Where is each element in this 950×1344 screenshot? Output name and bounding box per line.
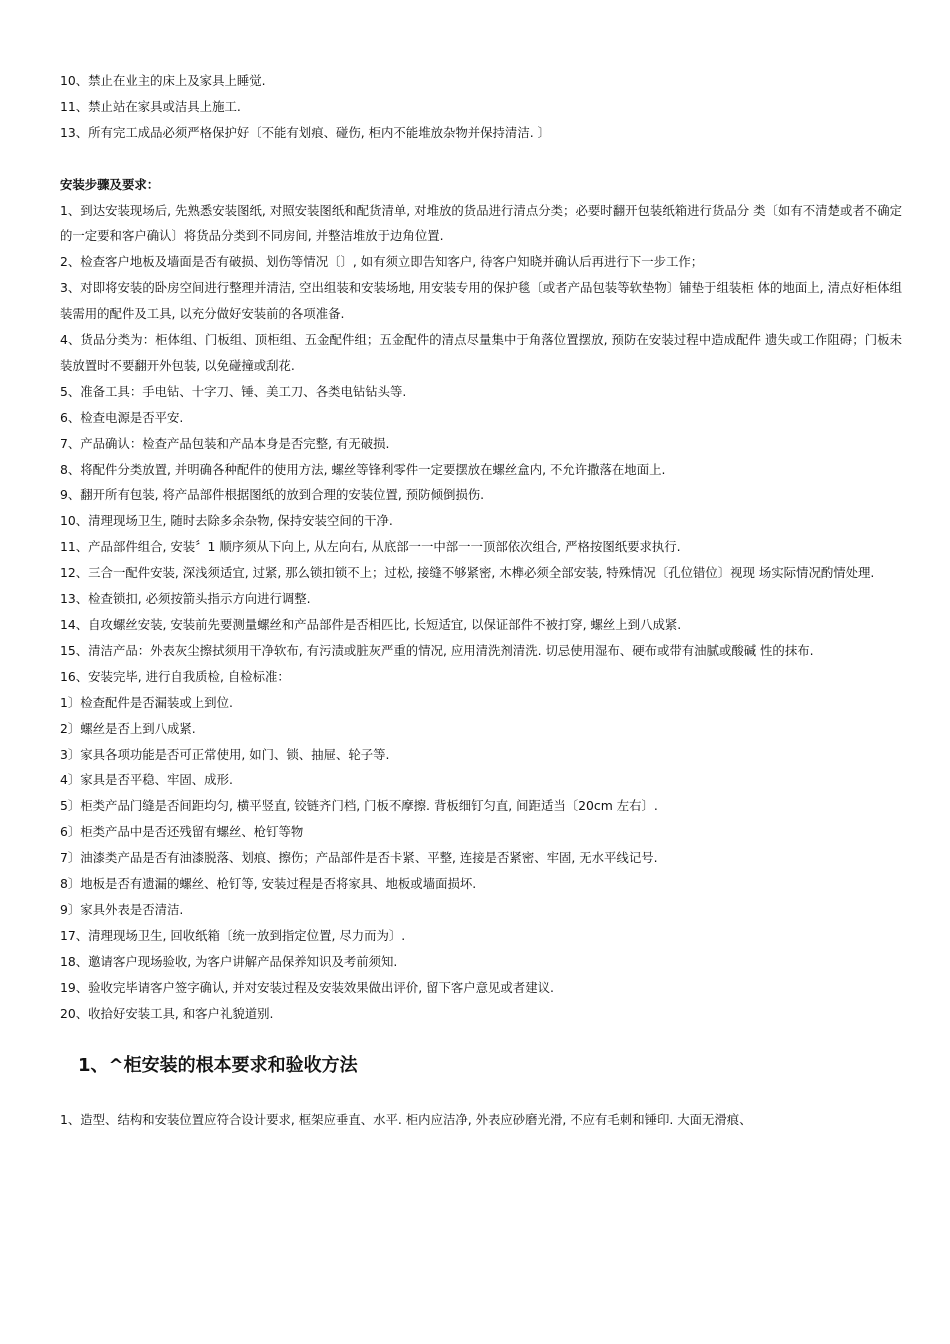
- check-item-1: 1〕检查配件是否漏装或上到位.: [60, 694, 233, 710]
- step-18: 18、邀请客户现场验收, 为客户讲解产品保养知识及考前须知.: [60, 953, 398, 969]
- rule-item-13: 13、所有完工成品必须严格保护好〔不能有划痕、碰伤, 柜内不能堆放杂物并保持清洁. 〕: [60, 124, 550, 140]
- step-20: 20、收拾好安装工具, 和客户礼貌道别.: [60, 1005, 274, 1021]
- step-5: 5、准备工具：手电钻、十字刀、锤、美工刀、各类电钻钻头等.: [60, 383, 407, 399]
- step-14: 14、自攻螺丝安装, 安装前先要测量螺丝和产品部件是否相匹比, 长短适宜, 以保证部件不被打穿, 螺丝上到八成紧.: [60, 617, 682, 633]
- step-17: 17、清理现场卫生, 回收纸箱〔统一放到指定位置, 尽力而为〕.: [60, 927, 406, 943]
- rule-item-10: 10、禁止在业主的床上及家具上睡觉.: [60, 73, 266, 88]
- check-item-6: 6〕柜类产品中是否还残留有螺丝、枪钉等物: [60, 824, 304, 840]
- step-12: 12、三合一配件安装, 深浅须适宜, 过紧, 那么锁扣锁不上；过松, 接缝不够紧密, 木榫必须全部安装, 特殊情况〔孔位错位〕视现 场实际情况酌情处理.: [60, 565, 875, 581]
- step-6: 6、检查电源是否平安.: [60, 409, 184, 425]
- check-item-3: 3〕家具各项功能是否可正常使用, 如门、锁、抽屉、轮子等.: [60, 746, 390, 762]
- step-13: 13、检查锁扣, 必须按箭头指示方向进行调整.: [60, 591, 311, 607]
- check-item-9: 9〕家具外表是否清洁.: [60, 901, 184, 917]
- step-8: 8、将配件分类放置, 并明确各种配件的使用方法, 螺丝等锋利零件一定要摆放在螺丝盒内, 不允许撒落在地面上.: [60, 461, 666, 477]
- document-page: [60, 68, 902, 1132]
- step-7: 7、产品确认：检查产品包装和产品本身是否完整, 有无破损.: [60, 435, 390, 451]
- step-4: 4、货品分类为：柜体组、门板组、顶柜组、五金配件组；五金配件的清点尽量集中于角落位置摆放, 预防在安装过程中造成配件 遗失或工作阻碍；门板未装放置时不要翻开外包装, 以免碰撞或刮花.: [60, 332, 902, 373]
- check-item-7: 7〕油漆类产品是否有油漆脱落、划痕、擦伤；产品部件是否卡紧、平整, 连接是否紧密、牢固, 无水平线记号.: [60, 850, 658, 866]
- section-first-line: 1、造型、结构和安装位置应符合设计要求, 框架应垂直、水平. 柜内应洁净, 外表应砂磨光滑, 不应有毛刺和锤印. 大面无滑痕、: [60, 1111, 752, 1127]
- check-item-2: 2〕螺丝是否上到八成紧.: [60, 720, 196, 736]
- step-10: 10、清理现场卫生, 随时去除多余杂物, 保持安装空间的干净.: [60, 513, 393, 529]
- steps-heading: 安装步骤及要求：: [60, 176, 160, 192]
- step-9: 9、翻开所有包装, 将产品部件根据图纸的放到合理的安装位置, 预防倾倒损伤.: [60, 487, 485, 503]
- step-16: 16、安装完毕, 进行自我质检, 自检标准：: [60, 668, 290, 684]
- paragraph-gap: [60, 146, 902, 172]
- check-item-8: 8〕地板是否有遗漏的螺丝、枪钉等, 安装过程是否将家具、地板或墙面损坏.: [60, 876, 477, 892]
- step-19: 19、验收完毕请客户签字确认, 并对安装过程及安装效果做出评价, 留下客户意见或者建议.: [60, 979, 554, 995]
- step-15: 15、清洁产品：外表灰尘擦拭须用干净软布, 有污渍或脏灰严重的情况, 应用清洗剂清洗. 切忌使用湿布、硬布或带有油腻或酸碱 性的抹布.: [60, 642, 814, 658]
- section-title: 1、^柜安装的根本要求和验收方法: [78, 1054, 358, 1076]
- step-2: 2、检查客户地板及墙面是否有破损、划伤等情况〔〕, 如有须立即告知客户, 待客户知晓并确认后再进行下一步工作；: [60, 254, 704, 270]
- check-item-5: 5〕柜类产品门缝是否间距均匀, 横平竖直, 铰链齐门档, 门板不摩擦. 背板细钉匀直, 间距适当〔20cm 左右〕.: [60, 798, 658, 814]
- step-11: 11、产品部件组合, 安装〞1 顺序须从下向上, 从左向右, 从底部一一中部一一顶部依次组合, 严格按图纸要求执行.: [60, 539, 681, 555]
- step-3: 3、对即将安装的卧房空间进行整理并清洁, 空出组装和安装场地, 用安装专用的保护毯〔或者产品包装等软垫物〕铺垫于组装柜 体的地面上, 清点好柜体组装需用的配件及工具, 以充分做好安装前的各项准备.: [60, 280, 902, 322]
- rule-item-11: 11、禁止站在家具或洁具上施工.: [60, 98, 241, 114]
- check-item-4: 4〕家具是否平稳、牢固、成形.: [60, 772, 233, 788]
- step-1: 1、到达安装现场后, 先熟悉安装图纸, 对照安装图纸和配货清单, 对堆放的货品进行清点分类；必要时翻开包装纸箱进行货品分 类〔如有不清楚或者不确定的一定要和客户确认〕将货品分类到不同房间, 并整洁堆放于边角位置.: [60, 202, 902, 244]
